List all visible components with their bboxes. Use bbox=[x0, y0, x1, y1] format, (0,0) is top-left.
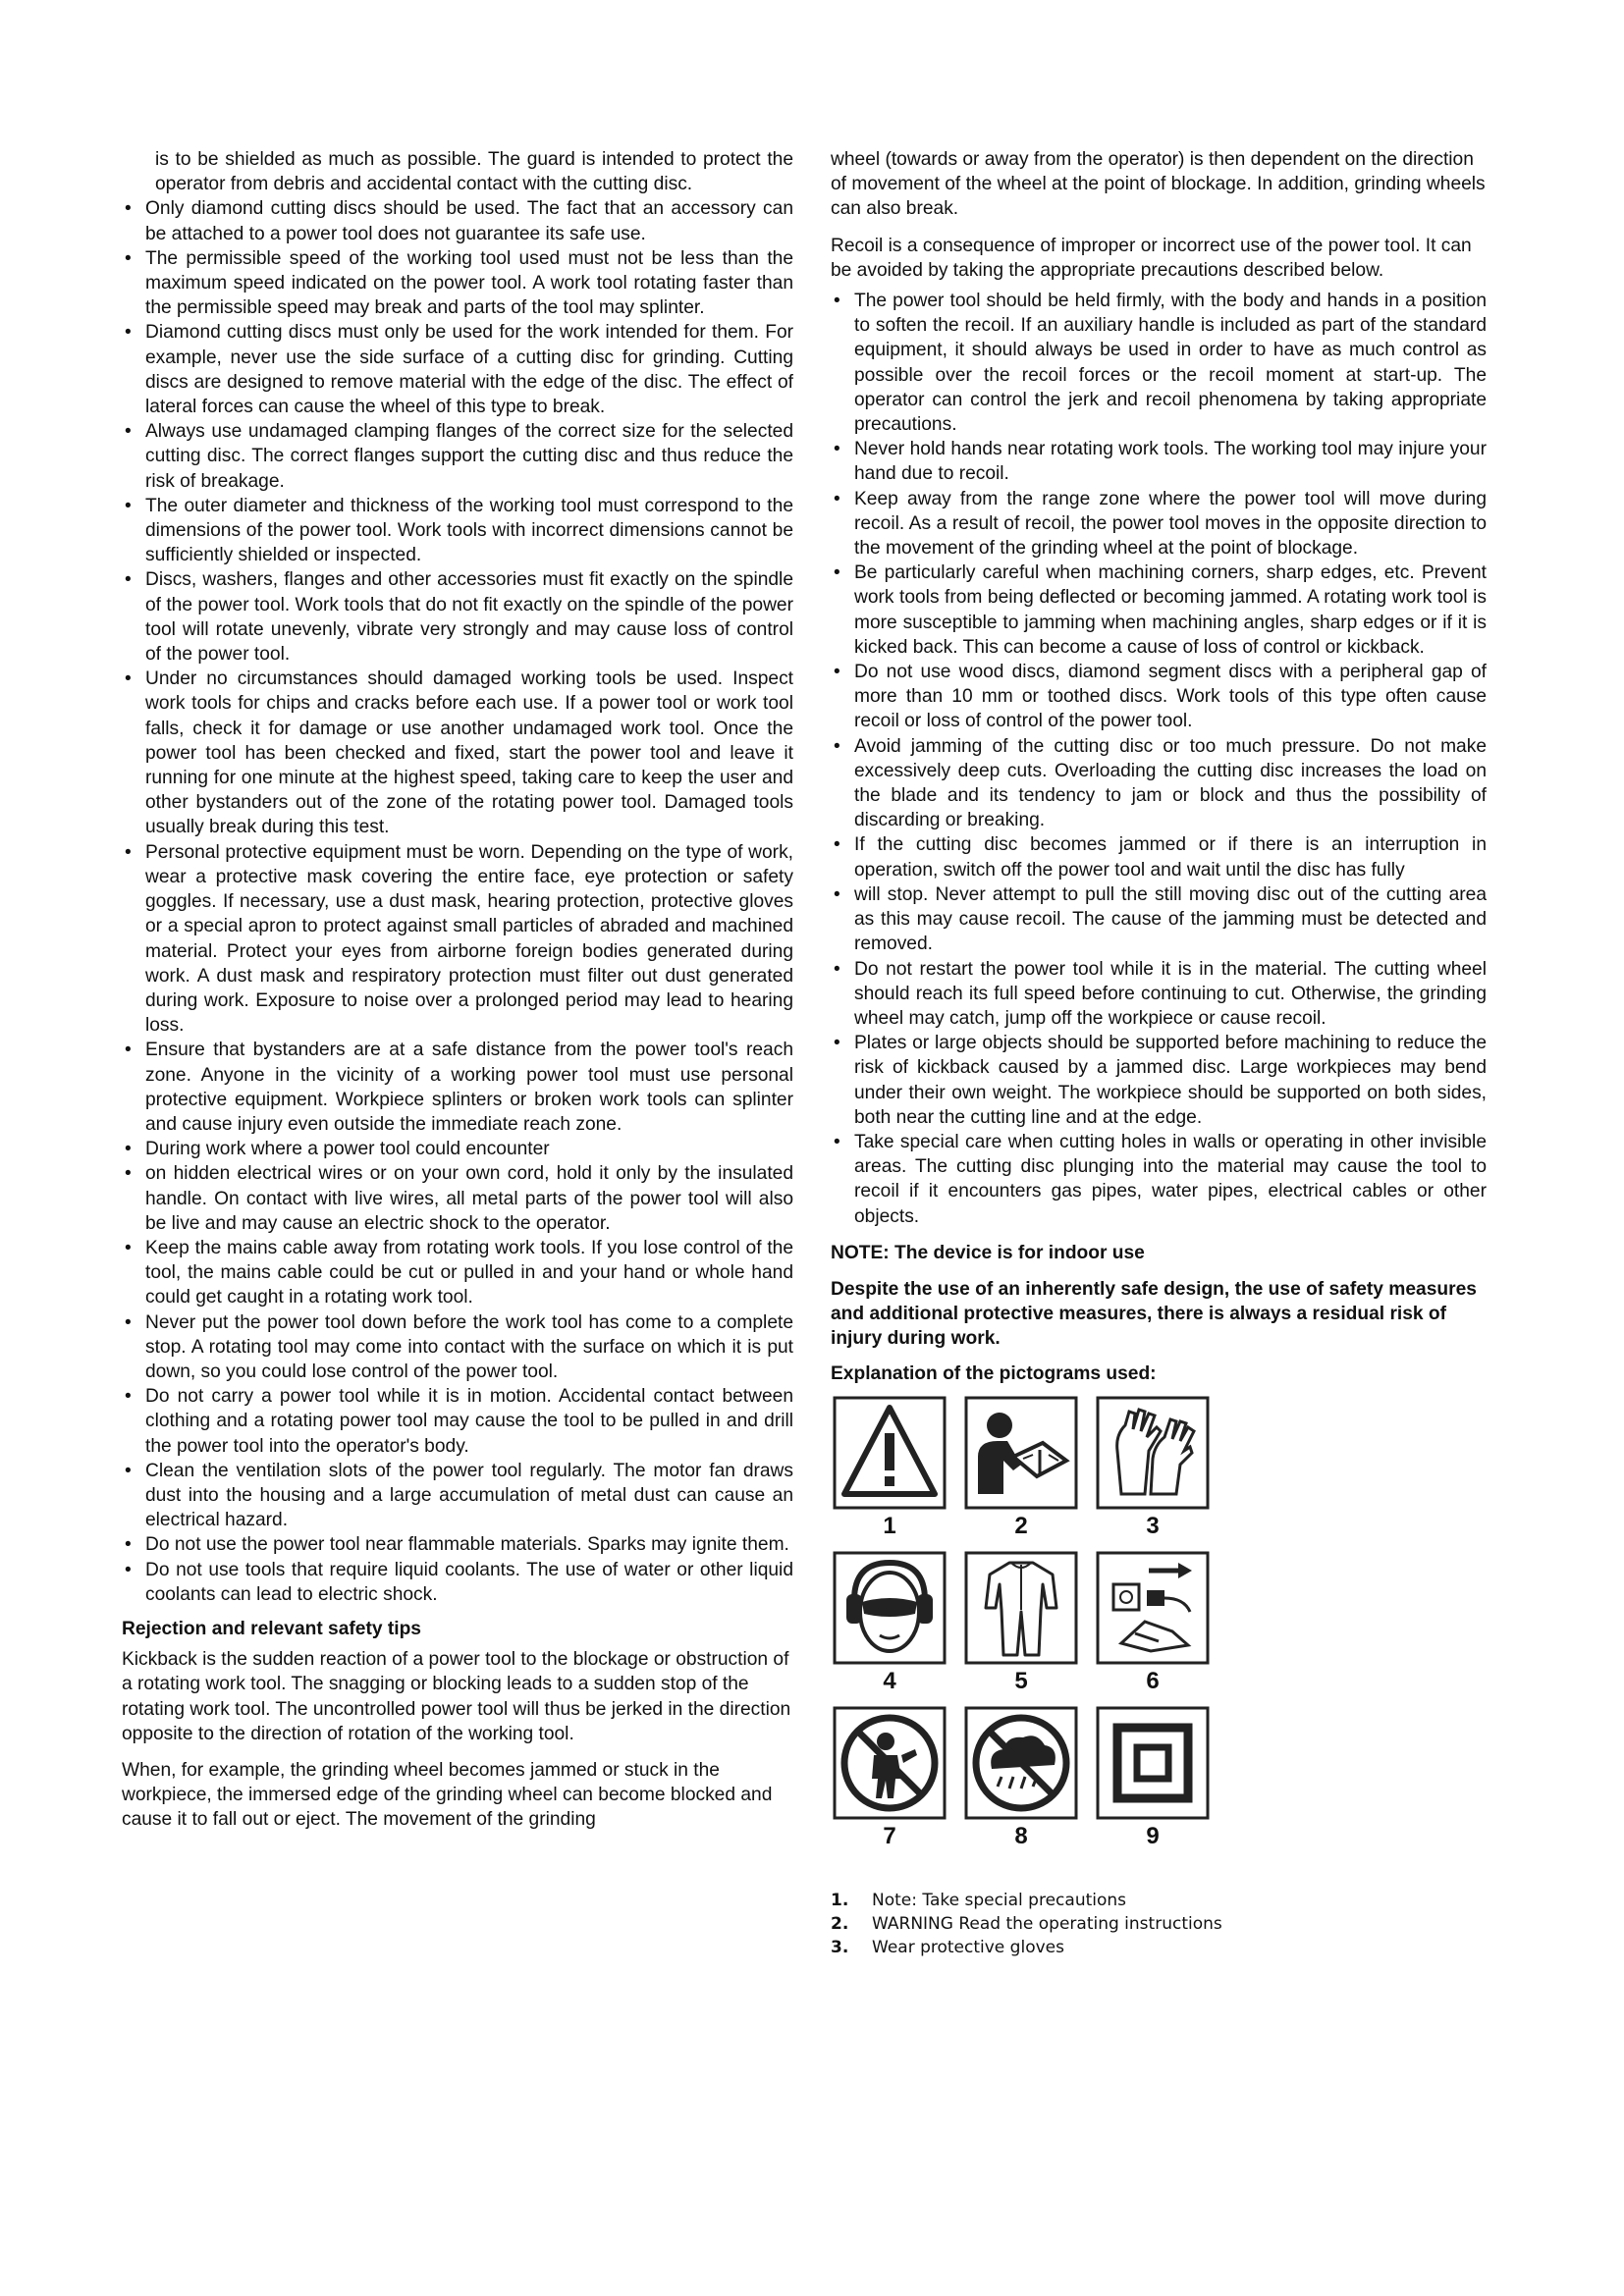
pictogram-number: 1 bbox=[883, 1512, 896, 1539]
pictogram-number: 5 bbox=[1014, 1667, 1028, 1694]
pictogram-notes bbox=[831, 1889, 1487, 1959]
pictogram-9 bbox=[1094, 1706, 1212, 1851]
bullet-item bbox=[831, 437, 1487, 486]
unplug-before-service-icon bbox=[1096, 1551, 1210, 1665]
bullet-item bbox=[122, 246, 793, 321]
bullet-dot: • bbox=[834, 291, 840, 312]
rejection-heading: Rejection and relevant safety tips bbox=[122, 1618, 421, 1639]
indoor-use-note: NOTE: The device is for indoor use bbox=[831, 1242, 1145, 1263]
bullet-item bbox=[122, 1384, 793, 1459]
bullet-text: Ensure that bystanders are at a safe distance from the power tool's reach zone. Anyone in the vicinity of a working power tool must use personal protective equipment. Workpiece splinters or broken work tools can splinter and cause injury even outside the immediate reach zone. bbox=[145, 1040, 793, 1135]
bullet-text: Always use undamaged clamping flanges of the correct size for the selected cutting disc. The correct flanges support the cutting disc and thus reduce the risk of breakage. bbox=[145, 421, 793, 492]
pictogram-3 bbox=[1094, 1396, 1212, 1541]
pictogram-number: 3 bbox=[1146, 1512, 1160, 1539]
bullet-item bbox=[122, 1459, 793, 1533]
bullet-item bbox=[122, 567, 793, 667]
bullet-item bbox=[122, 494, 793, 568]
bullet-item bbox=[831, 660, 1487, 734]
bullet-item bbox=[831, 289, 1487, 437]
pictogram-note: 1. Note: Take special precautions bbox=[831, 1890, 1127, 1910]
right-lead-paragraph: wheel (towards or away from the operator) is then dependent on the direction of movement of the wheel at the point of blockage. In addition, grinding wheels can also break. bbox=[831, 149, 1486, 220]
bullet-item bbox=[122, 1038, 793, 1137]
bullet-text: Plates or large objects should be supported before machining to reduce the risk of kickback caused by a jammed disc. Large workpieces may bend under their own weight. The workpiece should be supported on both sides, both near the cutting line and at the edge. bbox=[854, 1033, 1487, 1128]
bullet-dot: • bbox=[125, 1386, 132, 1408]
bullet-text: The permissible speed of the working tool used must not be less than the maximum speed indicated on the power tool. A work tool rotating faster than the permissible speed may break and parts of the tool may splinter. bbox=[145, 247, 793, 319]
bullet-item bbox=[122, 1532, 793, 1557]
bullet-text: If the cutting disc becomes jammed or if there is an interruption in operation, switch off the power tool and wait until the disc has fully bbox=[854, 834, 1487, 881]
double-insulation-icon bbox=[1096, 1706, 1210, 1820]
pictogram-number: 4 bbox=[883, 1667, 896, 1694]
bullet-text: Never put the power tool down before the work tool has come to a complete stop. A rotating tool may come into contact with the surface on which it is put down, so you could lose control of the power tool. bbox=[145, 1311, 793, 1382]
bullet-dot: • bbox=[125, 1559, 132, 1580]
bullet-item bbox=[122, 1236, 793, 1310]
pictogram-heading: Explanation of the pictograms used: bbox=[831, 1362, 1157, 1384]
bullet-text: on hidden electrical wires or on your own cord, hold it only by the insulated handle. On contact with live wires, all metal parts of the power tool will also be live and may cause an electric shock to the operator. bbox=[145, 1163, 793, 1234]
bullet-text: Do not use tools that require liquid coolants. The use of water or other liquid coolants can lead to electric shock. bbox=[145, 1559, 793, 1605]
pictogram-2 bbox=[962, 1396, 1080, 1541]
read-manual-icon bbox=[964, 1396, 1078, 1510]
bullet-dot: • bbox=[125, 1237, 132, 1258]
protective-clothing-icon bbox=[964, 1551, 1078, 1665]
bullet-item bbox=[122, 1558, 793, 1607]
bullet-item bbox=[122, 840, 793, 1039]
pictogram-grid bbox=[831, 1396, 1487, 1851]
bullet-item bbox=[122, 320, 793, 419]
bullet-dot: • bbox=[125, 1534, 132, 1556]
bullet-text: Under no circumstances should damaged working tools be used. Inspect work tools for chips and cracks before each use. If a power tool or work tool falls, check it for damage or use another undamaged work tool. Once the power tool has been checked and fixed, start the power tool and leave it running for one minute at the highest speed, taking care to keep the user and other bystanders out of the zone of the rotating power tool. Damaged tools usually break during this test. bbox=[145, 668, 793, 838]
bullet-item bbox=[831, 832, 1487, 881]
pictogram-number: 2 bbox=[1014, 1512, 1028, 1539]
bullet-dot: • bbox=[125, 322, 132, 344]
bullet-dot: • bbox=[125, 1163, 132, 1185]
bullet-dot: • bbox=[125, 1311, 132, 1333]
pictogram-number: 6 bbox=[1146, 1667, 1160, 1694]
pictogram-1 bbox=[831, 1396, 948, 1541]
bullet-dot: • bbox=[125, 668, 132, 690]
warning-triangle-icon bbox=[833, 1396, 947, 1510]
bullet-text: Do not use the power tool near flammable materials. Sparks may ignite them. bbox=[145, 1534, 789, 1556]
pictogram-7 bbox=[831, 1706, 948, 1851]
right-column bbox=[831, 147, 1487, 1959]
bullet-text: Never hold hands near rotating work tools. The working tool may injure your hand due to recoil. bbox=[854, 439, 1487, 485]
bullet-dot: • bbox=[125, 495, 132, 516]
bullet-item bbox=[831, 1031, 1487, 1130]
bullet-text: The power tool should be held firmly, with the body and hands in a position to soften the recoil. If an auxiliary handle is included as part of the standard equipment, it should always be used in order to have as much control as possible over the recoil forces or the recoil moment at start-up. The operator can control the jerk and recoil phenomena by taking appropriate precautions. bbox=[854, 291, 1487, 436]
bullet-text: Discs, washers, flanges and other accessories must fit exactly on the spindle of the power tool. Work tools that do not fit exactly on the spindle of the power tool will rotate unevenly, vibrate very strongly and may cause loss of control of the power tool. bbox=[145, 569, 793, 666]
left-bullet-list bbox=[122, 196, 793, 1607]
bullet-dot: • bbox=[125, 569, 132, 591]
pictogram-note: 3. Wear protective gloves bbox=[831, 1937, 1064, 1957]
bullet-dot: • bbox=[125, 1040, 132, 1061]
left-lead-paragraph: is to be shielded as much as possible. The guard is intended to protect the operator from debris and accidental contact with the cutting disc. bbox=[155, 149, 793, 195]
right-bullet-list bbox=[831, 289, 1487, 1229]
bullet-text: Diamond cutting discs must only be used for the work intended for them. For example, never use the side surface of a cutting disc for grinding. Cutting discs are designed to remove material with the edge of the disc. The effect of lateral forces can cause the wheel of this type to break. bbox=[145, 322, 793, 418]
bullet-item bbox=[122, 1310, 793, 1385]
bullet-item bbox=[122, 419, 793, 494]
bullet-dot: • bbox=[834, 883, 840, 905]
bullet-item bbox=[831, 957, 1487, 1032]
bullet-dot: • bbox=[125, 841, 132, 863]
bullet-dot: • bbox=[834, 958, 840, 980]
pictogram-4 bbox=[831, 1551, 948, 1696]
bullet-dot: • bbox=[125, 247, 132, 269]
bullet-text: Keep away from the range zone where the power tool will move during recoil. As a result of recoil, the power tool moves in the opposite direction to the movement of the grinding wheel at the point of blockage. bbox=[854, 488, 1487, 560]
grinding-wheel-paragraph: When, for example, the grinding wheel becomes jammed or stuck in the workpiece, the immersed edge of the grinding wheel can become blocked and cause it to fall out or eject. The movement of the grinding bbox=[122, 1760, 773, 1831]
bullet-item bbox=[831, 561, 1487, 660]
bullet-dot: • bbox=[834, 662, 840, 683]
bullet-text: Do not use wood discs, diamond segment discs with a peripheral gap of more than 10 mm or toothed discs. Work tools of this type often cause recoil or loss of control of the power tool. bbox=[854, 662, 1487, 732]
bullet-dot: • bbox=[125, 421, 132, 443]
bullet-text: Do not restart the power tool while it is in the material. The cutting wheel should reach its full speed before continuing to cut. Otherwise, the grinding wheel may catch, jump off the workpiece or cause recoil. bbox=[854, 958, 1487, 1029]
bullet-item bbox=[831, 1130, 1487, 1229]
bullet-text: The outer diameter and thickness of the working tool must correspond to the dimensions of the power tool. Work tools with incorrect dimensions cannot be sufficiently shielded or inspected. bbox=[145, 495, 793, 566]
bullet-item bbox=[831, 734, 1487, 833]
bullet-text: will stop. Never attempt to pull the still moving disc out of the cutting area as this may cause recoil. The cause of the jamming must be detected and removed. bbox=[854, 883, 1487, 955]
keep-children-away-icon bbox=[833, 1706, 947, 1820]
pictogram-note: 2. WARNING Read the operating instructions bbox=[831, 1913, 1222, 1934]
bullet-text: Avoid jamming of the cutting disc or too much pressure. Do not make excessively deep cuts. Overloading the cutting disc increases the load on the blade and its tendency to jam or block and thus the possibility of discarding or breaking. bbox=[854, 735, 1487, 831]
bullet-item bbox=[122, 1137, 793, 1161]
bullet-text: Keep the mains cable away from rotating work tools. If you lose control of the tool, the mains cable could be cut or pulled in and your hand or whole hand could get caught in a rotating work tool. bbox=[145, 1237, 793, 1308]
pictogram-number: 8 bbox=[1014, 1822, 1028, 1849]
bullet-dot: • bbox=[125, 198, 132, 220]
pictogram-number: 7 bbox=[883, 1822, 896, 1849]
bullet-text: Personal protective equipment must be worn. Depending on the type of work, wear a protective mask covering the entire face, eye protection or safety goggles. If necessary, use a dust mask, hearing protection, protective gloves or a special apron to protect against small particles of abraded and machined material. Protect your eyes from airborne foreign bodies generated during work. A dust mask and respiratory protection must filter out dust generated during work. Exposure to noise over a prolonged period may lead to hearing loss. bbox=[145, 841, 793, 1037]
protective-gloves-icon bbox=[1096, 1396, 1210, 1510]
bullet-dot: • bbox=[834, 1131, 840, 1152]
pictogram-number: 9 bbox=[1146, 1822, 1160, 1849]
bullet-item bbox=[831, 882, 1487, 957]
eye-ear-protection-icon bbox=[833, 1551, 947, 1665]
bullet-dot: • bbox=[834, 562, 840, 584]
bullet-item bbox=[122, 667, 793, 839]
bullet-item bbox=[122, 196, 793, 245]
bullet-dot: • bbox=[834, 834, 840, 856]
residual-risk-paragraph: Despite the use of an inherently safe design, the use of safety measures and additional protective measures, there is always a residual risk of injury during work. bbox=[831, 1278, 1477, 1350]
recoil-paragraph: Recoil is a consequence of improper or incorrect use of the power tool. It can be avoided by taking the appropriate precautions described below. bbox=[831, 235, 1472, 281]
bullet-item bbox=[831, 487, 1487, 561]
pictogram-5 bbox=[962, 1551, 1080, 1696]
bullet-text: Clean the ventilation slots of the power tool regularly. The motor fan draws dust into the housing and a large accumulation of metal dust can cause an electrical hazard. bbox=[145, 1460, 793, 1531]
kickback-paragraph: Kickback is the sudden reaction of a power tool to the blockage or obstruction of a rotating work tool. The snagging or blocking leads to a sudden stop of the rotating work tool. The uncontrolled power tool will thus be jerked in the direction opposite to the direction of rotation of the working tool. bbox=[122, 1649, 791, 1744]
bullet-item bbox=[122, 1161, 793, 1236]
bullet-dot: • bbox=[834, 735, 840, 757]
bullet-text: During work where a power tool could encounter bbox=[145, 1139, 550, 1160]
pictogram-6 bbox=[1094, 1551, 1212, 1696]
no-rain-icon bbox=[964, 1706, 1078, 1820]
bullet-text: Take special care when cutting holes in walls or operating in other invisible areas. The cutting disc plunging into the material may cause the tool to recoil if it encounters gas pipes, water pipes, electrical cables or other objects. bbox=[854, 1131, 1487, 1227]
bullet-dot: • bbox=[834, 439, 840, 460]
bullet-dot: • bbox=[125, 1460, 132, 1481]
bullet-dot: • bbox=[834, 1033, 840, 1054]
bullet-text: Be particularly careful when machining corners, sharp edges, etc. Prevent work tools from being deflected or becoming jammed. A rotating work tool is more susceptible to jamming when machining angles, sharp edges or if it is kicked back. This can become a cause of loss of control or kickback. bbox=[854, 562, 1487, 658]
bullet-text: Do not carry a power tool while it is in motion. Accidental contact between clothing and a rotating power tool may cause the tool to be pulled in and drill the power tool into the operator's body. bbox=[145, 1386, 793, 1457]
bullet-dot: • bbox=[125, 1139, 132, 1160]
bullet-text: Only diamond cutting discs should be used. The fact that an accessory can be attached to a power tool does not guarantee its safe use. bbox=[145, 198, 793, 244]
pictogram-8 bbox=[962, 1706, 1080, 1851]
left-column bbox=[122, 147, 793, 1833]
bullet-dot: • bbox=[834, 488, 840, 509]
